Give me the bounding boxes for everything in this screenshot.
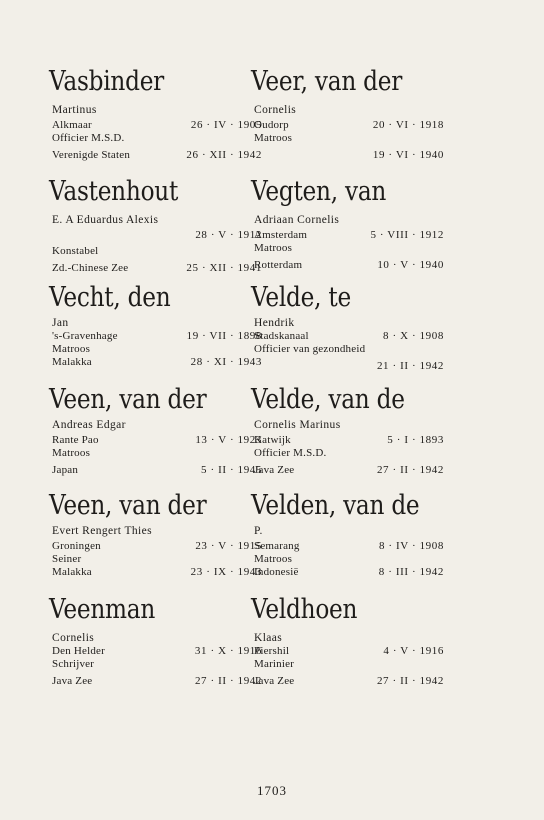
birth-place: Piershil [254,645,290,657]
birth-date: 23 · V · 1915 [195,540,262,552]
birth-date: 28 · V · 1912 [195,229,262,241]
birth-row [52,645,262,658]
given-names: Cornelis [52,632,95,644]
birth-date: 5 · I · 1893 [387,434,444,446]
death-place: Java Zee [254,675,295,687]
death-date: 5 · II · 1945 [201,464,262,476]
birth-row [52,540,262,553]
death-date: 23 · IX · 1943 [190,566,262,578]
given-names: Evert Rengert Thies [52,525,152,537]
rank: Officier M.S.D. [52,132,125,144]
birth-row [52,330,262,343]
death-place: Zd.-Chinese Zee [52,262,129,274]
death-place: Malakka [52,566,92,578]
death-place: Verenigde Staten [52,149,131,161]
given-names: Cornelis Marinus [254,419,341,431]
page-number: 1703 [257,783,287,798]
rank: Matroos [52,343,91,355]
birth-row [254,434,444,447]
surname: Veer, van der [251,66,403,97]
death-date: 27 · II · 1942 [376,675,444,687]
death-row [254,149,444,162]
surname: Veen, van der [49,490,207,521]
given-names: Andreas Edgar [52,419,126,431]
birth-date: 19 · VII · 1898 [186,330,262,342]
rank: Matroos [52,447,91,459]
given-names: E. A Eduardus Alexis [52,214,159,226]
birth-row [52,229,262,242]
death-date: 19 · VI · 1940 [372,149,444,161]
entry-veen-van-der-2 [49,490,262,594]
death-date: 8 · III · 1942 [378,566,444,578]
birth-row [254,645,444,658]
death-row [52,262,262,275]
death-date: 21 · II · 1942 [376,360,444,372]
surname: Veen, van der [49,384,207,415]
death-row [254,464,444,477]
birth-date: 13 · V · 1923 [195,434,262,446]
birth-date: 5 · VIII · 1912 [370,229,444,241]
entry-veen-van-der-1 [49,384,262,490]
death-date: 27 · II · 1942 [194,675,262,687]
birth-date: 20 · VI · 1918 [372,119,444,131]
birth-row [254,330,444,343]
birth-place: Alkmaar [52,119,92,131]
death-place: Malakka [52,356,92,368]
rank: Officier van gezondheid [254,343,366,355]
given-names: Adriaan Cornelis [254,214,340,226]
surname: Vegten, van [251,176,387,207]
surname: Veenman [49,594,156,625]
rank: Officier M.S.D. [254,447,327,459]
death-row [254,566,444,579]
right-column [251,66,444,698]
death-place: Rotterdam [254,259,303,271]
rank: Seiner [52,553,82,565]
birth-row [254,540,444,553]
birth-row [52,119,262,132]
entry-vegten-van [251,176,444,282]
entry-velden-van-de [251,490,444,594]
given-names: Jan [52,317,69,329]
birth-place: Amsterdam [254,229,308,241]
death-place: Japan [52,464,79,476]
death-row [52,356,262,369]
birth-date: 8 · X · 1908 [383,330,444,342]
given-names: P. [254,525,263,537]
left-column [49,66,262,698]
death-date: 10 · V · 1940 [377,259,444,271]
given-names: Cornelis [254,104,297,116]
death-date: 28 · XI · 1943 [190,356,262,368]
birth-place: Katwijk [254,434,291,446]
entry-veer-van-der [251,66,444,176]
entry-vecht-den [49,282,262,384]
given-names: Hendrik [254,317,295,329]
surname: Veldhoen [251,594,358,625]
entry-veldhoen [251,594,444,698]
rank: Matroos [254,553,293,565]
death-row [52,675,262,688]
surname: Vasbinder [49,66,165,97]
birth-row [254,229,444,242]
entry-vasbinder [49,66,262,176]
birth-place: Den Helder [52,645,106,657]
death-row [52,149,262,162]
entry-velde-van-de [251,384,444,490]
rank: Marinier [254,658,295,670]
surname: Velden, van de [251,490,420,521]
birth-date: 8 · IV · 1908 [378,540,444,552]
birth-place: 's-Gravenhage [52,330,118,342]
death-date: 27 · II · 1942 [376,464,444,476]
entry-veenman [49,594,262,698]
surname: Velde, te [251,282,351,313]
birth-place: Semarang [254,540,300,552]
surname: Vecht, den [49,282,171,313]
death-place: Java Zee [52,675,93,687]
rank: Schrijver [52,658,95,670]
birth-date: 31 · X · 1916 [194,645,262,657]
given-names: Martinus [52,104,97,116]
death-place: Indonesië [254,566,299,578]
rank: Matroos [254,242,293,254]
surname: Vastenhout [49,176,179,207]
death-row [52,566,262,579]
death-date: 26 · XII · 1942 [186,149,262,161]
death-row [254,675,444,688]
death-row [52,464,262,477]
death-row [254,360,444,373]
birth-row [254,119,444,132]
surname: Velde, van de [251,384,405,415]
entry-vastenhout [49,176,262,282]
rank: Matroos [254,132,293,144]
birth-place: Groningen [52,540,101,552]
birth-place: Oudorp [254,119,289,131]
death-date: 25 · XII · 1941 [186,262,262,274]
death-row [254,259,444,272]
death-place: Java Zee [254,464,295,476]
birth-place: Rante Pao [52,434,99,446]
birth-row [52,434,262,447]
birth-place: Stadskanaal [254,330,309,342]
birth-date: 26 · IV · 1905 [190,119,262,131]
birth-date: 4 · V · 1916 [383,645,444,657]
rank: Konstabel [52,245,99,257]
given-names: Klaas [254,632,283,644]
entry-velde-te [251,282,444,384]
